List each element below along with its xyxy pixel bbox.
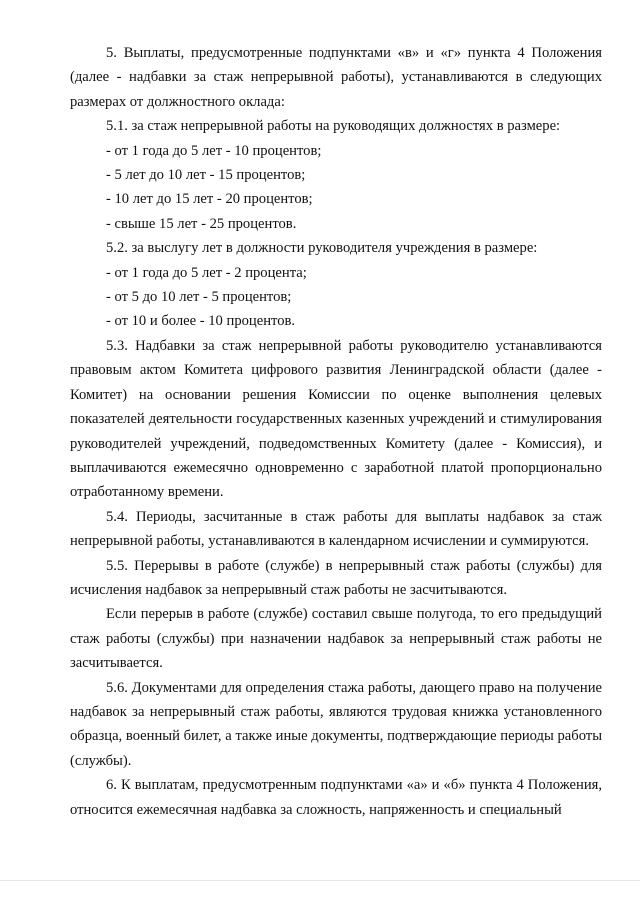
paragraph-5-1: 5.1. за стаж непрерывной работы на руководящих должностях в размере: [106, 118, 561, 135]
paragraph-6: 6. К выплатам, предусмотренным подпунктами «а» и «б» пункта 4 Положения, относится ежемесячная надбавка за сложность, напряженность и специальный [70, 777, 602, 818]
paragraph-5-6: 5.6. Документами для определения стажа работы, дающего право на получение надбавок за непрерывный стаж работы, являются трудовая книжка установленного образца, военный билет, а также иные документы, подтверждающие периоды работы (службы). [70, 679, 602, 769]
list-item: - 5 лет до 10 лет - 15 процентов; [106, 167, 306, 184]
paragraph-5-3: 5.3. Надбавки за стаж непрерывной работы руководителю устанавливаются правовым актом Комитета цифрового развития Ленинградской области (далее - Комитет) на основании решения Комиссии по оценке выполнения целевых показателей деятельности государственных казенных учреждений и стимулирования руководителей учреждений, подведомственных Комитету (далее - Комиссия), и выплачиваются ежемесячно одновременно с заработной платой пропорционально отработанному времени. [70, 337, 602, 501]
document-body [70, 41, 602, 822]
paragraph-5-4: 5.4. Периоды, засчитанные в стаж работы для выплаты надбавок за стаж непрерывной работы, устанавливаются в календарном исчислении и суммируются. [70, 508, 602, 550]
paragraph-5: 5. Выплаты, предусмотренные подпунктами «в» и «г» пункта 4 Положения (далее - надбавки за стаж непрерывной работы), устанавливаются в следующих размерах от должностного оклада: [70, 45, 602, 110]
list-item: - 10 лет до 15 лет - 20 процентов; [106, 191, 313, 208]
list-item: - от 1 года до 5 лет - 2 процента; [106, 264, 307, 281]
list-item: - свыше 15 лет - 25 процентов. [106, 215, 297, 232]
paragraph-break-rule: Если перерыв в работе (службе) составил свыше полугода, то его предыдущий стаж работы (службы) при назначении надбавок за непрерывный стаж работы не засчитывается. [70, 606, 602, 672]
paragraph-5-2: 5.2. за выслугу лет в должности руководителя учреждения в размере: [106, 240, 538, 257]
paragraph-5-5: 5.5. Перерывы в работе (службе) в непрерывный стаж работы (службы) для исчисления надбавок за непрерывный стаж работы не засчитываются. [70, 557, 602, 598]
page-bottom-divider [0, 880, 640, 881]
list-item: - от 10 и более - 10 процентов. [106, 313, 296, 330]
list-item: - от 5 до 10 лет - 5 процентов; [106, 289, 292, 306]
list-item: - от 1 года до 5 лет - 10 процентов; [106, 142, 322, 159]
